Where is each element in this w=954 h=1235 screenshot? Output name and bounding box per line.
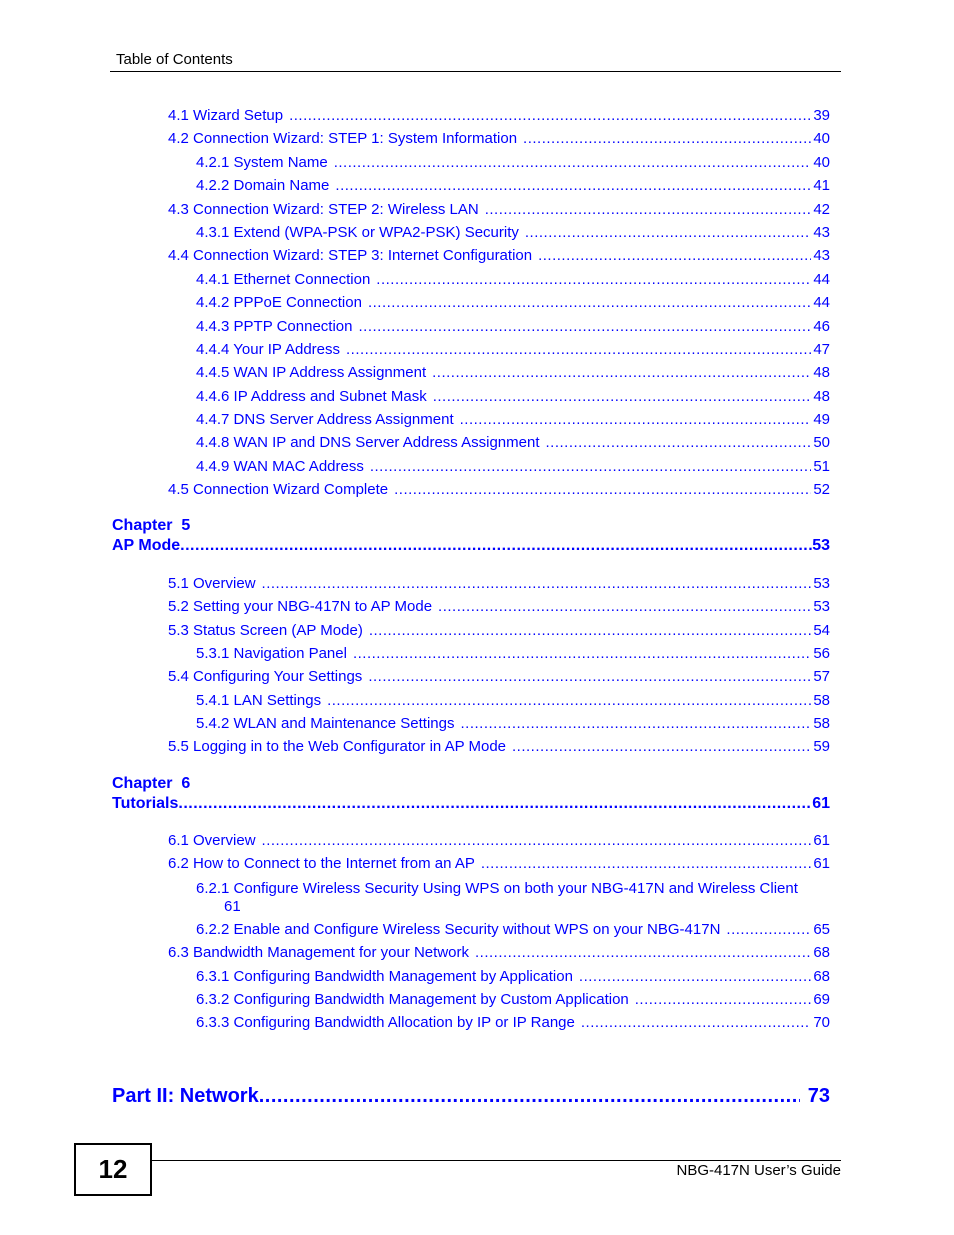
toc-entry[interactable]: 6.3.2 Configuring Bandwidth Management by Custom Application ..... 69 xyxy=(196,991,830,1008)
toc-entry[interactable]: 4.4.3 PPTP Connection ..... 46 xyxy=(196,318,830,335)
dot-leader xyxy=(433,388,812,405)
toc-entry[interactable]: 5.3.1 Navigation Panel ..... 56 xyxy=(196,645,830,662)
toc-entry[interactable]: 5.4.1 LAN Settings ..... 58 xyxy=(196,692,830,709)
dot-leader xyxy=(512,738,811,755)
toc-entry[interactable]: 4.4.1 Ethernet Connection ..... 44 xyxy=(196,271,830,288)
toc-entry[interactable]: 6.3 Bandwidth Management for your Network ..... 68 xyxy=(168,944,830,961)
dot-leader xyxy=(438,598,811,615)
dot-leader xyxy=(485,201,812,218)
dot-leader xyxy=(475,944,811,961)
dot-leader xyxy=(460,411,812,428)
chapter-label[interactable]: Chapter 6 xyxy=(112,775,191,792)
guide-title: NBG-417N User’s Guide xyxy=(676,1162,841,1179)
footer-rule xyxy=(150,1160,841,1161)
dot-leader xyxy=(579,968,811,985)
toc-entry[interactable]: 4.4.5 WAN IP Address Assignment ..... 48 xyxy=(196,364,830,381)
toc-entry[interactable]: 5.1 Overview ..... 53 xyxy=(168,575,830,592)
toc-entry[interactable]: 4.2 Connection Wizard: STEP 1: System Information ..... 40 xyxy=(168,130,830,147)
toc-entry[interactable]: 4.4 Connection Wizard: STEP 3: Internet Configuration ..... 43 xyxy=(168,247,830,264)
toc-entry[interactable]: 6.2.2 Enable and Configure Wireless Security without WPS on your NBG-417N ..... 65 xyxy=(196,921,830,938)
dot-leader xyxy=(525,224,811,241)
toc-entry[interactable]: 5.5 Logging in to the Web Configurator in AP Mode ..... 59 xyxy=(168,738,830,755)
toc-entry[interactable]: 4.4.2 PPPoE Connection ..... 44 xyxy=(196,294,830,311)
toc-entry[interactable]: 4.3 Connection Wizard: STEP 2: Wireless LAN ..... 42 xyxy=(168,201,830,218)
dot-leader xyxy=(259,1085,800,1108)
toc-entry[interactable]: 6.1 Overview ..... 61 xyxy=(168,832,830,849)
toc-entry[interactable]: 6.3.3 Configuring Bandwidth Allocation by IP or IP Range ..... 70 xyxy=(196,1014,830,1031)
chapter-label[interactable]: Chapter 5 xyxy=(112,517,191,534)
chapter-title-entry[interactable]: Tutorials ..... 61 xyxy=(112,795,830,813)
toc-entry[interactable]: 4.4.4 Your IP Address ..... 47 xyxy=(196,341,830,358)
dot-leader xyxy=(335,177,811,194)
toc-entry[interactable]: 4.5 Connection Wizard Complete ..... 52 xyxy=(168,481,830,498)
dot-leader xyxy=(359,318,812,335)
dot-leader xyxy=(376,271,811,288)
toc-entry[interactable]: 4.4.7 DNS Server Address Assignment ..... 49 xyxy=(196,411,830,428)
dot-leader xyxy=(581,1014,811,1031)
toc-entry[interactable]: 6.2 How to Connect to the Internet from an AP ..... 61 xyxy=(168,855,830,872)
toc-entry[interactable]: 4.4.6 IP Address and Subnet Mask ..... 48 xyxy=(196,388,830,405)
toc-entry[interactable]: 4.2.1 System Name ..... 40 xyxy=(196,154,830,171)
toc-entry[interactable]: 4.2.2 Domain Name ..... 41 xyxy=(196,177,830,194)
toc-entry-wrapped[interactable]: 6.2.1 Configure Wireless Security Using WPS on both your NBG-417N and Wireless Client 61 xyxy=(196,880,798,915)
toc-entry[interactable]: 5.4.2 WLAN and Maintenance Settings ..... 58 xyxy=(196,715,830,732)
header-rule xyxy=(110,71,841,72)
toc-entry[interactable]: 4.1 Wizard Setup ..... 39 xyxy=(168,107,830,124)
dot-leader xyxy=(180,537,812,555)
dot-leader xyxy=(353,645,811,662)
dot-leader xyxy=(289,107,811,124)
toc-entry[interactable]: 4.4.8 WAN IP and DNS Server Address Assignment ..... 50 xyxy=(196,434,830,451)
dot-leader xyxy=(461,715,812,732)
dot-leader xyxy=(546,434,812,451)
dot-leader xyxy=(346,341,811,358)
dot-leader xyxy=(368,294,811,311)
dot-leader xyxy=(523,130,811,147)
toc-entry[interactable]: 5.3 Status Screen (AP Mode) ..... 54 xyxy=(168,622,830,639)
part-title-entry[interactable]: Part II: Network ..... 73 xyxy=(112,1085,830,1108)
dot-leader xyxy=(327,692,811,709)
toc-entry[interactable]: 5.4 Configuring Your Settings ..... 57 xyxy=(168,668,830,685)
toc-entry[interactable]: 6.3.1 Configuring Bandwidth Management by Application ..... 68 xyxy=(196,968,830,985)
toc-entry[interactable]: 4.4.9 WAN MAC Address ..... 51 xyxy=(196,458,830,475)
running-header: Table of Contents xyxy=(116,51,233,68)
dot-leader xyxy=(370,458,811,475)
dot-leader xyxy=(334,154,812,171)
page-number: 12 xyxy=(74,1143,152,1196)
dot-leader xyxy=(262,575,812,592)
dot-leader xyxy=(432,364,811,381)
toc-entry[interactable]: 5.2 Setting your NBG-417N to AP Mode ..... 53 xyxy=(168,598,830,615)
dot-leader xyxy=(726,921,811,938)
dot-leader xyxy=(635,991,812,1008)
dot-leader xyxy=(369,622,811,639)
chapter-title-entry[interactable]: AP Mode ..... 53 xyxy=(112,537,830,555)
dot-leader xyxy=(178,795,812,813)
dot-leader xyxy=(262,832,812,849)
dot-leader xyxy=(538,247,811,264)
dot-leader xyxy=(481,855,811,872)
dot-leader xyxy=(368,668,811,685)
dot-leader xyxy=(394,481,811,498)
toc-entry[interactable]: 4.3.1 Extend (WPA-PSK or WPA2-PSK) Security ..... 43 xyxy=(196,224,830,241)
